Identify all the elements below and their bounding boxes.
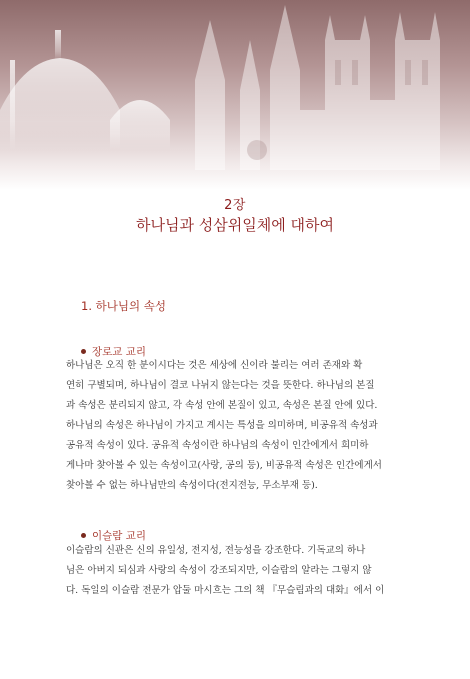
paragraph-line: 공유적 속성이 있다. 공유적 속성이란 하나님의 속성이 인간에게서 희미하 [66, 440, 369, 451]
chapter-title: 하나님과 성삼위일체에 대하여 [136, 216, 334, 234]
paragraph-line: 하나님의 속성은 하나님이 가지고 계시는 특성을 의미하며, 비공유적 속성과 [66, 420, 378, 431]
bullet-icon [81, 533, 86, 538]
paragraph-line: 연히 구별되며, 하나님이 결코 나뉘지 않는다는 것을 뜻한다. 하나님의 본질 [66, 380, 375, 391]
subsection-heading-label: 장로교 교리 [92, 346, 147, 358]
header-banner [0, 0, 470, 190]
paragraph-line: 찾아볼 수 없는 하나님만의 속성이다(전지전능, 무소부재 등). [66, 480, 318, 491]
chapter-number: 2장 [224, 198, 246, 213]
bullet-icon [81, 349, 86, 354]
paragraph-line: 님은 아버지 되심과 사랑의 속성이 강조되지만, 이슬람의 알라는 그렇지 않 [66, 565, 372, 576]
cathedral-mosque-illustration [0, 0, 470, 190]
paragraph-presbyterian [66, 356, 408, 496]
paragraph-line: 다. 독일의 이슬람 전문가 압둘 마시흐는 그의 책 『무슬림과의 대화』에서 이 [66, 585, 385, 596]
paragraph-line: 이슬람의 신관은 신의 유일성, 전지성, 전능성을 강조한다. 기독교의 하나 [66, 545, 366, 556]
paragraph-line: 게나마 찾아볼 수 있는 속성이고(사랑, 공의 등), 비공유적 속성은 인간에게서 [66, 460, 382, 471]
paragraph-line: 과 속성은 분리되지 않고, 각 속성 안에 본질이 있고, 속성은 본질 안에 있다. [66, 400, 378, 411]
paragraph-islam [66, 541, 408, 601]
subsection-heading-label: 이슬람 교리 [92, 530, 147, 542]
section-title: 1. 하나님의 속성 [81, 299, 166, 313]
paragraph-line: 하나님은 오직 한 분이시다는 것은 세상에 신이라 불리는 여러 존재와 확 [66, 360, 363, 371]
